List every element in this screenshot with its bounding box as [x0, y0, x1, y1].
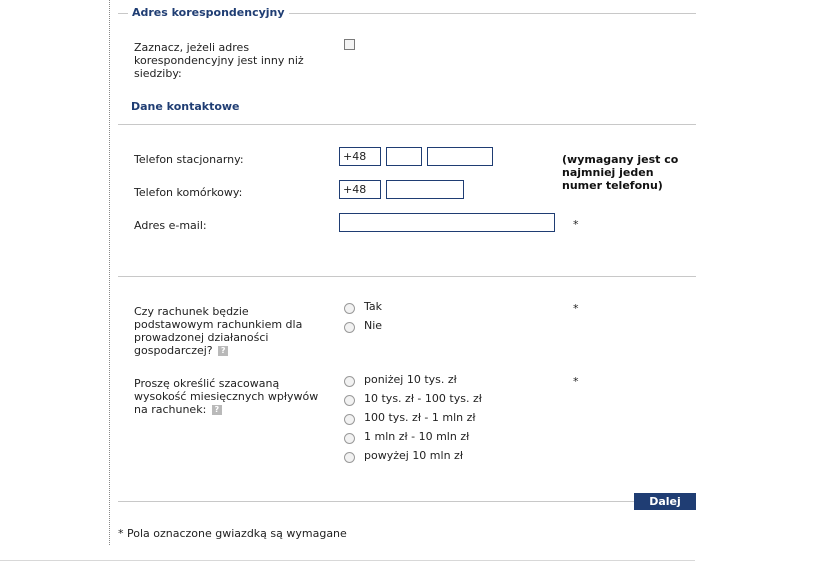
inflows-option-radio[interactable] — [344, 452, 355, 463]
correspondence-checkbox[interactable] — [344, 39, 355, 50]
next-button[interactable]: Dalej — [634, 493, 696, 510]
business-account-question — [134, 305, 324, 357]
mobile-number-input[interactable] — [386, 180, 464, 199]
question-mark-icon[interactable]: ? — [212, 405, 222, 415]
section-rule-contact — [118, 124, 696, 125]
inflows-option-radio[interactable] — [344, 414, 355, 425]
required-fields-note: * Pola oznaczone gwiazdką są wymagane — [118, 527, 347, 540]
dotted-separator — [109, 0, 110, 545]
business-account-yes-label: Tak — [364, 300, 383, 313]
email-label: Adres e-mail: — [134, 219, 207, 232]
inflows-required-mark: * — [573, 375, 579, 388]
landline-country-code-input[interactable] — [339, 147, 381, 166]
business-account-no-label: Nie — [364, 319, 383, 332]
contact-heading: Dane kontaktowe — [131, 100, 240, 113]
mobile-country-code-input[interactable] — [339, 180, 381, 199]
phone-requirement-note: (wymagany jest co najmniej jeden numer telefonu) — [562, 153, 679, 192]
landline-number-input[interactable] — [427, 147, 493, 166]
inflows-option-label: poniżej 10 tys. zł — [364, 373, 457, 386]
business-account-no-radio[interactable] — [344, 322, 355, 333]
business-account-question-text: Czy rachunek będzie podstawowym rachunkiem dla prowadzonej działaności gospodarczej? — [134, 305, 303, 357]
email-required-mark: * — [573, 218, 579, 231]
inflows-option-label: powyżej 10 mln zł — [364, 449, 463, 462]
correspondence-legend: Adres korespondencyjny — [128, 6, 289, 19]
section-rule-bottom — [118, 501, 634, 502]
inflows-option-label: 1 mln zł - 10 mln zł — [364, 430, 470, 443]
inflows-option-radio[interactable] — [344, 376, 355, 387]
business-account-yes-radio[interactable] — [344, 303, 355, 314]
inflows-option-radio[interactable] — [344, 433, 355, 444]
landline-label: Telefon stacjonarny: — [134, 153, 244, 166]
section-rule-questions — [118, 276, 696, 277]
inflows-option-radio[interactable] — [344, 395, 355, 406]
page-bottom-rule — [0, 560, 695, 561]
mobile-label: Telefon komórkowy: — [134, 186, 243, 199]
email-input[interactable] — [339, 213, 555, 232]
inflows-question-text: Proszę określić szacowaną wysokość miesięcznych wpływów na rachunek: — [134, 377, 319, 416]
question-mark-icon[interactable]: ? — [218, 346, 228, 356]
landline-area-code-input[interactable] — [386, 147, 422, 166]
inflows-option-label: 100 tys. zł - 1 mln zł — [364, 411, 476, 424]
correspondence-checkbox-label: Zaznacz, jeżeli adres korespondencyjny jest inny niż siedziby: — [134, 41, 304, 80]
inflows-option-label: 10 tys. zł - 100 tys. zł — [364, 392, 482, 405]
business-account-required-mark: * — [573, 302, 579, 315]
inflows-question — [134, 377, 330, 416]
